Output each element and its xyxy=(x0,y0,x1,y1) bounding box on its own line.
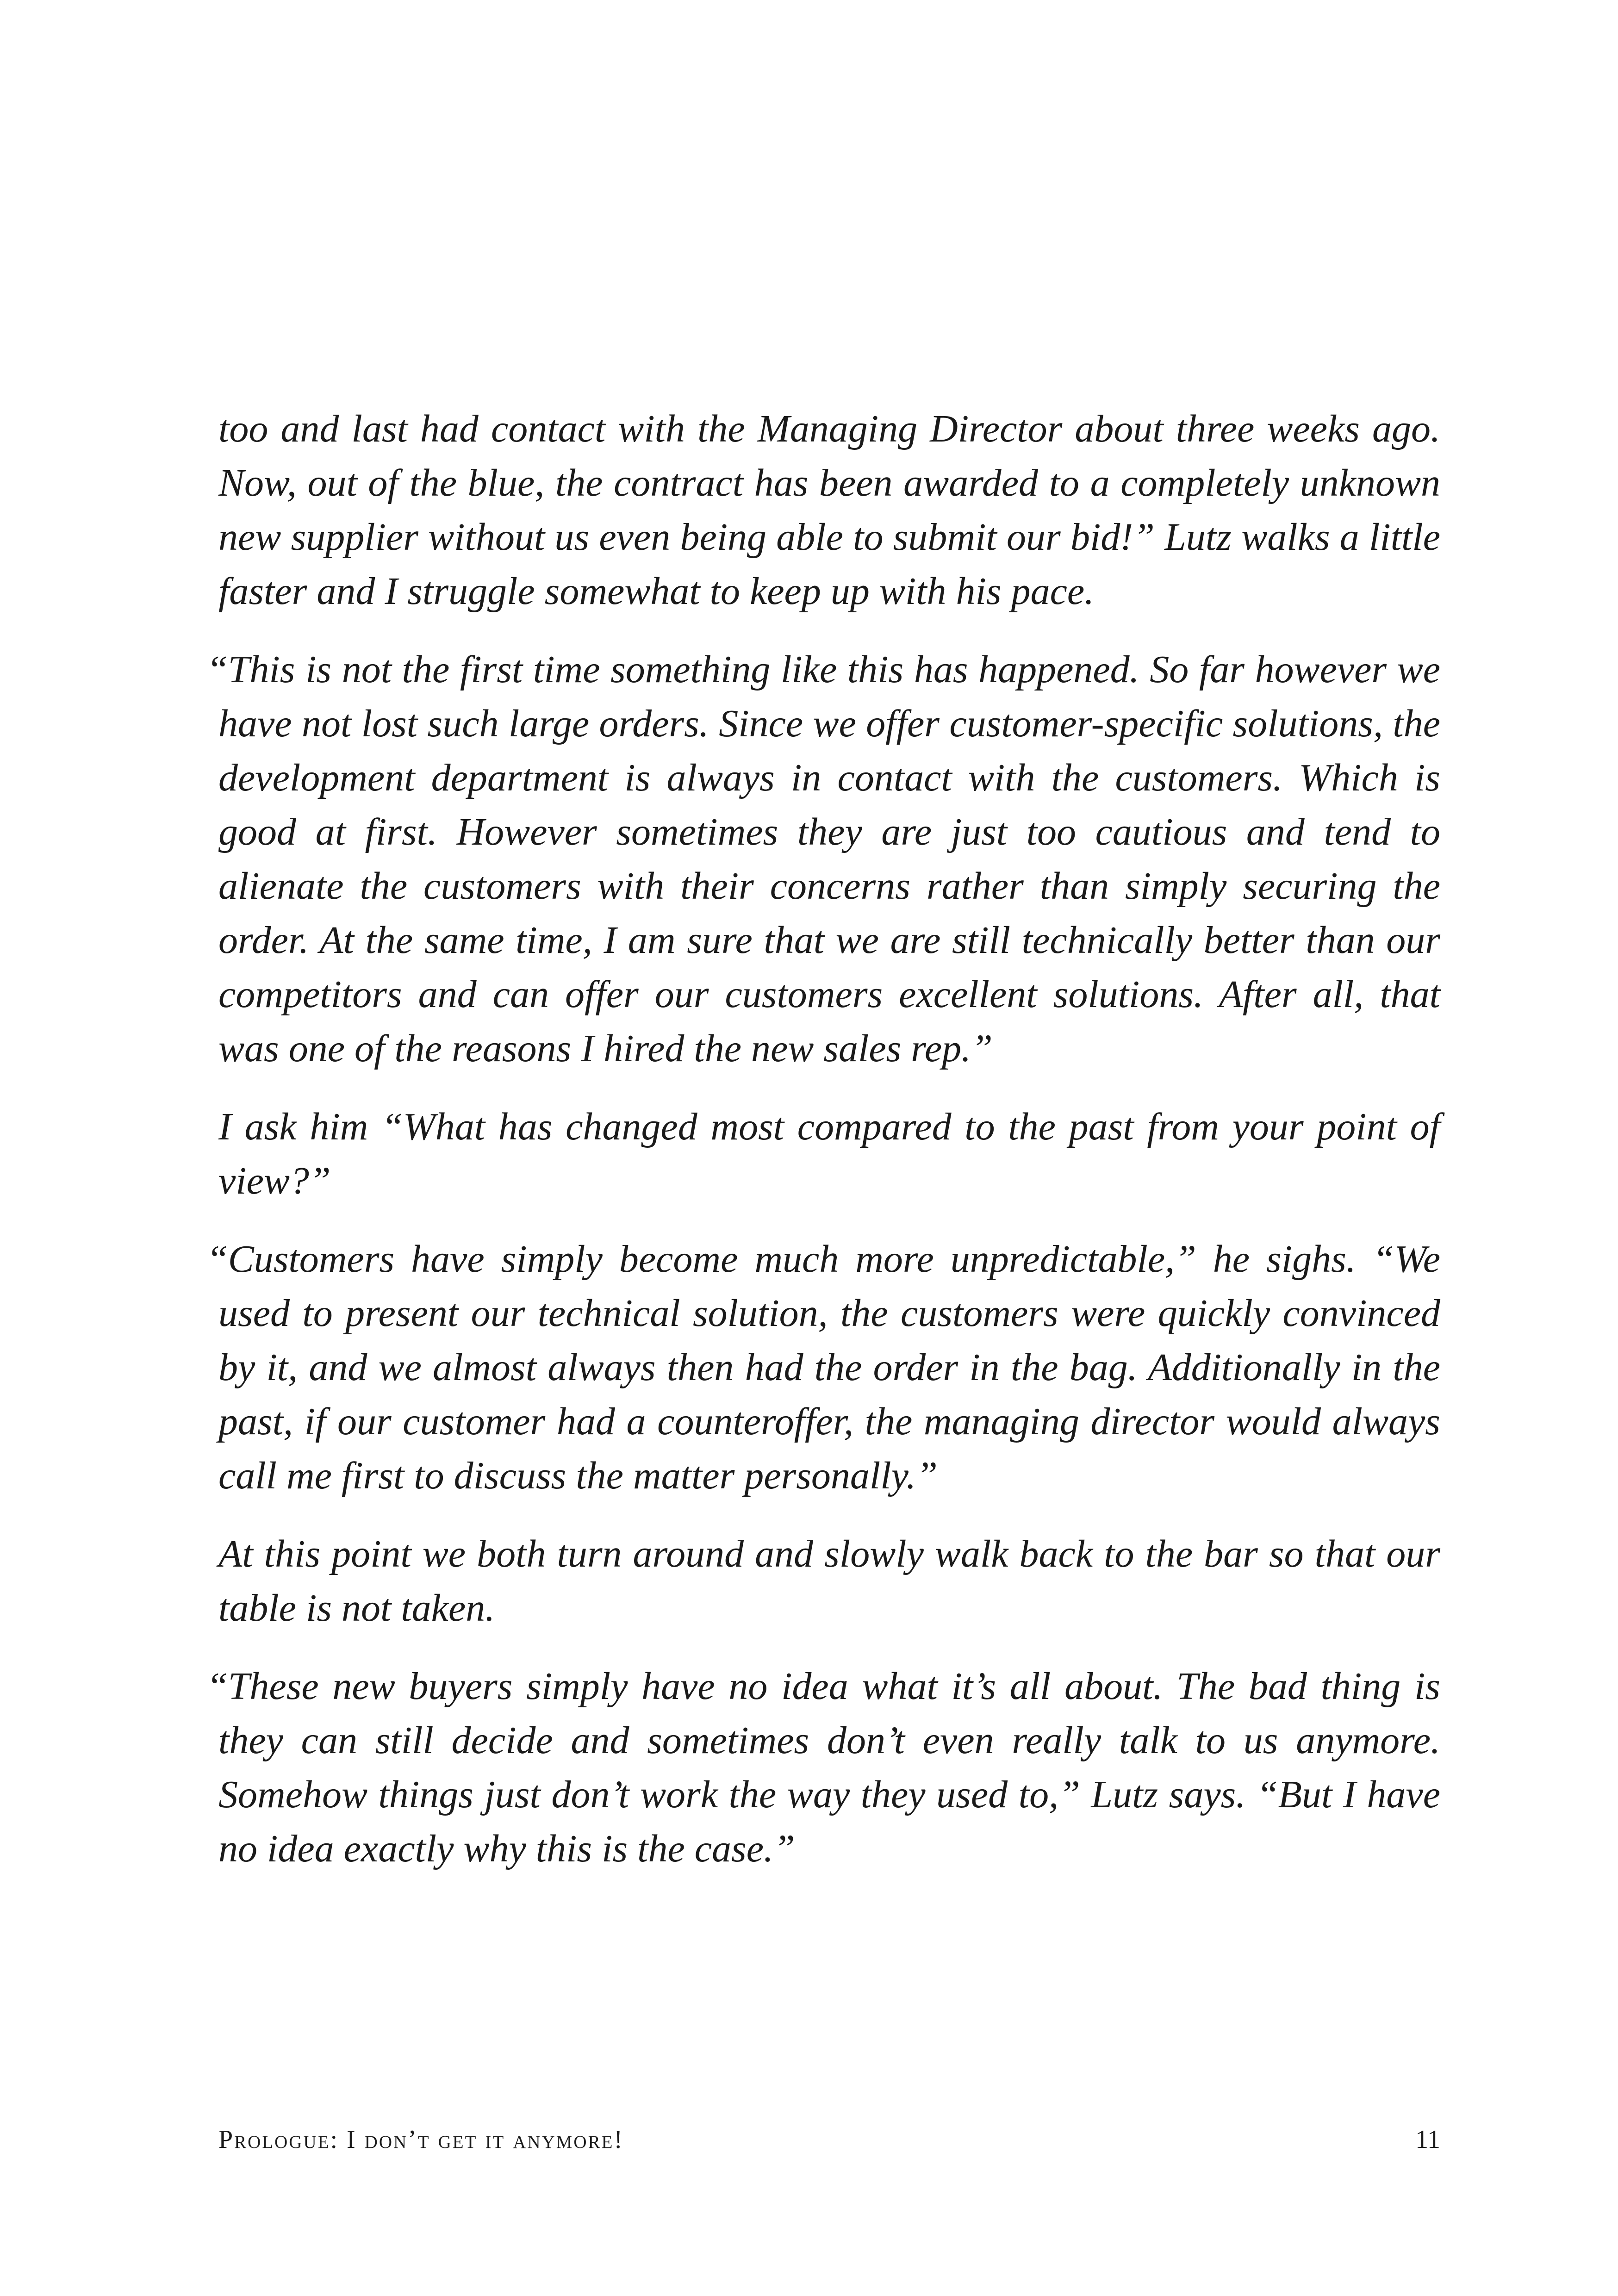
paragraph-6: “These new buyers simply have no idea what it’s all about. The bad thing is they can still decide and sometimes don’t even really talk to us anymore. Somehow things just don’t work the way they used to,” Lutz says. “But I have no idea exactly why this is the case.” xyxy=(206,1665,1440,1870)
paragraph-4: “Customers have simply become much more unpredictable,” he sighs. “We used to present our technical solution, the customers were quickly convinced by it, and we almost always then had the order in the bag. Additionally in the past, if our customer had a counteroffer, the managing director would always call me first to discuss the matter personally.” xyxy=(206,1238,1440,1497)
paragraph-2: “This is not the first time something like this has happened. So far however we have not lost such large orders. Since we offer customer-specific solutions, the development department is always in contact with the customers. Which is good at first. However sometimes they are just too cautious and tend to alienate the customers with their concerns rather than simply securing the order. At the same time, I am sure that we are still technically better than our competitors and can offer our customers excellent solutions. After all, that was one of the reasons I hired the new sales rep.” xyxy=(206,648,1440,1070)
body-text xyxy=(206,402,1440,1900)
paragraph-5: At this point we both turn around and slowly walk back to the bar so that our table is not taken. xyxy=(218,1532,1440,1630)
paragraph-1: too and last had contact with the Managing Director about three weeks ago. Now, out of the blue, the contract has been awarded to a completely unknown new supplier without us even being able to submit our bid!” Lutz walks a little faster and I struggle somewhat to keep up with his pace. xyxy=(218,407,1440,613)
page-number: 11 xyxy=(1415,2125,1440,2154)
page-footer xyxy=(218,2123,1440,2156)
paragraph-3: I ask him “What has changed most compared to the past from your point of view?” xyxy=(218,1105,1440,1202)
running-head: Prologue: I don’t get it anymore! xyxy=(218,2125,624,2154)
